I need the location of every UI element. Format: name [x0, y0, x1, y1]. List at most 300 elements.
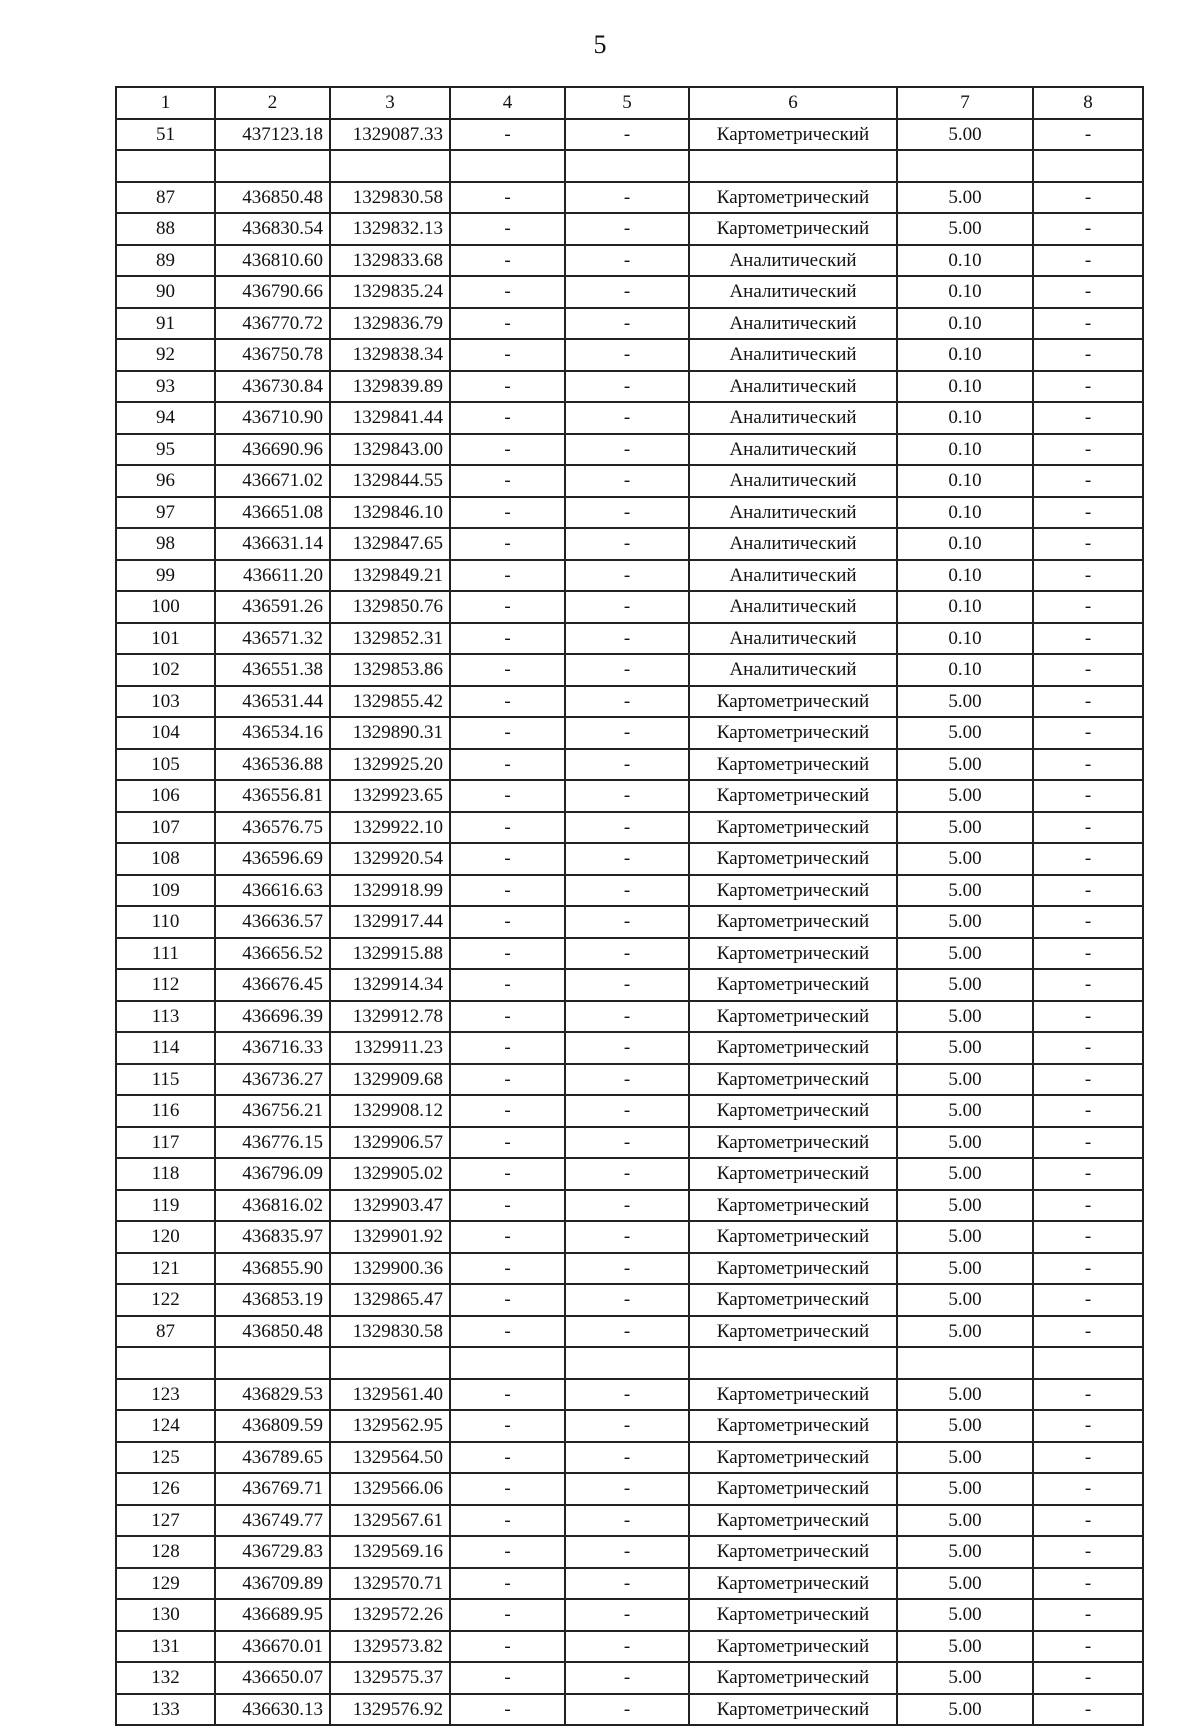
- table-cell: 0.10: [897, 591, 1033, 623]
- table-cell: -: [450, 213, 565, 245]
- table-cell: 1329087.33: [330, 119, 450, 151]
- table-cell: 0.10: [897, 497, 1033, 529]
- table-row: [116, 1253, 1143, 1285]
- table-cell: 436670.01: [215, 1631, 330, 1663]
- table-cell: 5.00: [897, 1253, 1033, 1285]
- table-cell: -: [1033, 182, 1143, 214]
- table-cell: -: [450, 276, 565, 308]
- table-cell: Картометрический: [689, 969, 897, 1001]
- table-cell: -: [565, 1662, 689, 1694]
- table-cell: 436571.32: [215, 623, 330, 655]
- column-header: 1: [116, 87, 215, 119]
- table-cell: -: [450, 623, 565, 655]
- table-cell: -: [565, 1536, 689, 1568]
- table-cell: 1329567.61: [330, 1505, 450, 1537]
- table-cell: 1329573.82: [330, 1631, 450, 1663]
- table-cell: Картометрический: [689, 749, 897, 781]
- table-cell: Картометрический: [689, 1095, 897, 1127]
- table-cell: -: [565, 1001, 689, 1033]
- table-cell: 1329833.68: [330, 245, 450, 277]
- table-row: [116, 1568, 1143, 1600]
- table-row: [116, 213, 1143, 245]
- table-cell: 130: [116, 1599, 215, 1631]
- table-cell: 116: [116, 1095, 215, 1127]
- table-row: [116, 150, 1143, 182]
- table-cell: 5.00: [897, 1379, 1033, 1411]
- table-cell: -: [1033, 686, 1143, 718]
- table-cell: [116, 150, 215, 182]
- table-cell: 123: [116, 1379, 215, 1411]
- table-cell: Картометрический: [689, 1410, 897, 1442]
- table-cell: 436596.69: [215, 843, 330, 875]
- table-cell: Картометрический: [689, 1253, 897, 1285]
- table-cell: -: [450, 119, 565, 151]
- table-cell: 125: [116, 1442, 215, 1474]
- table-cell: -: [565, 1599, 689, 1631]
- table-cell: Аналитический: [689, 497, 897, 529]
- table-cell: 5.00: [897, 1064, 1033, 1096]
- table-cell: Картометрический: [689, 812, 897, 844]
- table-cell: -: [450, 497, 565, 529]
- table-cell: Картометрический: [689, 717, 897, 749]
- table-cell: -: [1033, 812, 1143, 844]
- table-cell: 1329923.65: [330, 780, 450, 812]
- coordinates-table: [115, 86, 1144, 1726]
- table-cell: 1329830.58: [330, 182, 450, 214]
- table-cell: 121: [116, 1253, 215, 1285]
- table-cell: 107: [116, 812, 215, 844]
- column-header: 5: [565, 87, 689, 119]
- table-cell: [330, 150, 450, 182]
- table-row: [116, 1473, 1143, 1505]
- table-cell: 87: [116, 182, 215, 214]
- table-cell: 0.10: [897, 339, 1033, 371]
- table-row: [116, 1032, 1143, 1064]
- table-cell: -: [565, 119, 689, 151]
- table-cell: -: [450, 875, 565, 907]
- table-cell: -: [450, 1158, 565, 1190]
- table-cell: -: [565, 843, 689, 875]
- table-cell: 5.00: [897, 1410, 1033, 1442]
- table-cell: 101: [116, 623, 215, 655]
- table-cell: -: [565, 717, 689, 749]
- table-cell: -: [1033, 938, 1143, 970]
- table-cell: 436696.39: [215, 1001, 330, 1033]
- table-cell: 5.00: [897, 1662, 1033, 1694]
- table-cell: 5.00: [897, 1158, 1033, 1190]
- table-cell: Аналитический: [689, 623, 897, 655]
- table-cell: 1329905.02: [330, 1158, 450, 1190]
- table-cell: 437123.18: [215, 119, 330, 151]
- table-cell: 5.00: [897, 1568, 1033, 1600]
- table-cell: Картометрический: [689, 1001, 897, 1033]
- table-cell: 436650.07: [215, 1662, 330, 1694]
- table-cell: 1329914.34: [330, 969, 450, 1001]
- table-cell: 133: [116, 1694, 215, 1726]
- table-cell: 5.00: [897, 938, 1033, 970]
- table-cell: [689, 150, 897, 182]
- table-cell: 436830.54: [215, 213, 330, 245]
- table-cell: 120: [116, 1221, 215, 1253]
- table-cell: 112: [116, 969, 215, 1001]
- table-cell: 5.00: [897, 1001, 1033, 1033]
- table-cell: -: [1033, 1158, 1143, 1190]
- table-cell: 5.00: [897, 1284, 1033, 1316]
- table-cell: -: [450, 339, 565, 371]
- table-cell: 1329890.31: [330, 717, 450, 749]
- table-cell: 1329922.10: [330, 812, 450, 844]
- table-cell: 0.10: [897, 654, 1033, 686]
- table-cell: -: [565, 371, 689, 403]
- table-row: [116, 717, 1143, 749]
- table-cell: 5.00: [897, 812, 1033, 844]
- table-cell: 132: [116, 1662, 215, 1694]
- table-cell: 1329838.34: [330, 339, 450, 371]
- table-cell: Картометрический: [689, 1127, 897, 1159]
- table-cell: 1329918.99: [330, 875, 450, 907]
- table-cell: -: [1033, 1442, 1143, 1474]
- table-cell: 1329575.37: [330, 1662, 450, 1694]
- table-cell: -: [1033, 717, 1143, 749]
- column-header: 2: [215, 87, 330, 119]
- table-row: [116, 434, 1143, 466]
- table-cell: 436709.89: [215, 1568, 330, 1600]
- table-cell: Картометрический: [689, 1379, 897, 1411]
- table-cell: 1329855.42: [330, 686, 450, 718]
- table-row: [116, 1662, 1143, 1694]
- table-cell: -: [450, 182, 565, 214]
- table-cell: 436769.71: [215, 1473, 330, 1505]
- table-cell: -: [565, 906, 689, 938]
- table-cell: [116, 1347, 215, 1379]
- table-cell: 114: [116, 1032, 215, 1064]
- table-cell: 89: [116, 245, 215, 277]
- table-cell: -: [1033, 434, 1143, 466]
- table-cell: 0.10: [897, 402, 1033, 434]
- table-cell: -: [1033, 339, 1143, 371]
- table-cell: [215, 1347, 330, 1379]
- table-cell: -: [565, 402, 689, 434]
- table-cell: [215, 150, 330, 182]
- column-header: 4: [450, 87, 565, 119]
- table-cell: -: [565, 749, 689, 781]
- table-cell: 436534.16: [215, 717, 330, 749]
- table-cell: -: [565, 1631, 689, 1663]
- table-cell: -: [565, 1158, 689, 1190]
- table-row: [116, 843, 1143, 875]
- table-cell: Аналитический: [689, 560, 897, 592]
- table-cell: 90: [116, 276, 215, 308]
- table-cell: -: [565, 528, 689, 560]
- table-cell: Картометрический: [689, 938, 897, 970]
- table-cell: -: [1033, 623, 1143, 655]
- table-cell: 1329835.24: [330, 276, 450, 308]
- table-cell: 1329841.44: [330, 402, 450, 434]
- table-cell: -: [1033, 119, 1143, 151]
- table-cell: 436835.97: [215, 1221, 330, 1253]
- table-row: [116, 1631, 1143, 1663]
- table-cell: -: [450, 1253, 565, 1285]
- table-cell: Картометрический: [689, 213, 897, 245]
- table-cell: -: [1033, 1505, 1143, 1537]
- table-cell: 436656.52: [215, 938, 330, 970]
- table-row: [116, 812, 1143, 844]
- table-cell: 1329909.68: [330, 1064, 450, 1096]
- table-cell: -: [1033, 465, 1143, 497]
- table-cell: -: [1033, 1568, 1143, 1600]
- table-cell: 436809.59: [215, 1410, 330, 1442]
- table-cell: [565, 1347, 689, 1379]
- table-cell: 118: [116, 1158, 215, 1190]
- table-body: [116, 87, 1143, 1725]
- table-cell: -: [1033, 749, 1143, 781]
- table-cell: 436750.78: [215, 339, 330, 371]
- table-cell: -: [1033, 1631, 1143, 1663]
- table-cell: -: [565, 1127, 689, 1159]
- table-cell: [897, 1347, 1033, 1379]
- table-cell: 436756.21: [215, 1095, 330, 1127]
- table-cell: -: [565, 1284, 689, 1316]
- table-cell: -: [1033, 1253, 1143, 1285]
- table-row: [116, 1221, 1143, 1253]
- table-cell: -: [565, 780, 689, 812]
- table-cell: -: [450, 1379, 565, 1411]
- table-cell: 436636.57: [215, 906, 330, 938]
- table-row: [116, 1536, 1143, 1568]
- table-cell: 436829.53: [215, 1379, 330, 1411]
- table-cell: 51: [116, 119, 215, 151]
- table-cell: -: [450, 1127, 565, 1159]
- table-cell: -: [450, 1410, 565, 1442]
- table-cell: -: [565, 1505, 689, 1537]
- table-cell: 436536.88: [215, 749, 330, 781]
- table-cell: 1329569.16: [330, 1536, 450, 1568]
- table-cell: Картометрический: [689, 1473, 897, 1505]
- table-cell: 1329911.23: [330, 1032, 450, 1064]
- table-cell: -: [450, 245, 565, 277]
- table-cell: 436531.44: [215, 686, 330, 718]
- table-cell: 436749.77: [215, 1505, 330, 1537]
- table-cell: Аналитический: [689, 308, 897, 340]
- table-cell: -: [450, 1284, 565, 1316]
- table-row: [116, 1190, 1143, 1222]
- table-cell: -: [1033, 560, 1143, 592]
- table-cell: Аналитический: [689, 276, 897, 308]
- table-cell: -: [1033, 1473, 1143, 1505]
- table-cell: -: [565, 969, 689, 1001]
- table-cell: 97: [116, 497, 215, 529]
- table-cell: -: [565, 938, 689, 970]
- table-cell: -: [565, 465, 689, 497]
- table-cell: -: [450, 938, 565, 970]
- table-row: [116, 1316, 1143, 1348]
- table-cell: -: [565, 213, 689, 245]
- table-cell: Картометрический: [689, 1190, 897, 1222]
- table-cell: 1329566.06: [330, 1473, 450, 1505]
- table-cell: 102: [116, 654, 215, 686]
- table-cell: Аналитический: [689, 654, 897, 686]
- table-cell: 1329901.92: [330, 1221, 450, 1253]
- table-cell: Аналитический: [689, 465, 897, 497]
- table-cell: Картометрический: [689, 1064, 897, 1096]
- table-row: [116, 749, 1143, 781]
- table-cell: -: [450, 434, 565, 466]
- table-row: [116, 339, 1143, 371]
- table-cell: 5.00: [897, 875, 1033, 907]
- table-cell: -: [565, 812, 689, 844]
- table-cell: 436630.13: [215, 1694, 330, 1726]
- table-cell: 1329853.86: [330, 654, 450, 686]
- table-cell: -: [450, 1190, 565, 1222]
- table-cell: Картометрический: [689, 1631, 897, 1663]
- table-cell: -: [1033, 1221, 1143, 1253]
- table-cell: -: [1033, 1410, 1143, 1442]
- table-cell: 5.00: [897, 749, 1033, 781]
- table-cell: -: [565, 1568, 689, 1600]
- table-cell: 5.00: [897, 1095, 1033, 1127]
- table-cell: Картометрический: [689, 1221, 897, 1253]
- table-cell: -: [1033, 875, 1143, 907]
- table-cell: -: [450, 969, 565, 1001]
- table-row: [116, 528, 1143, 560]
- table-cell: -: [450, 1442, 565, 1474]
- table-cell: 0.10: [897, 465, 1033, 497]
- table-cell: 436591.26: [215, 591, 330, 623]
- table-cell: Картометрический: [689, 875, 897, 907]
- table-row: [116, 938, 1143, 970]
- table-row: [116, 1505, 1143, 1537]
- table-header-row: [116, 87, 1143, 119]
- table-cell: -: [450, 308, 565, 340]
- table-cell: 1329830.58: [330, 1316, 450, 1348]
- table-cell: 94: [116, 402, 215, 434]
- table-cell: [450, 150, 565, 182]
- table-cell: 87: [116, 1316, 215, 1348]
- table-cell: -: [450, 1095, 565, 1127]
- table-cell: -: [565, 1442, 689, 1474]
- table-cell: 436576.75: [215, 812, 330, 844]
- table-cell: 5.00: [897, 1631, 1033, 1663]
- table-cell: -: [1033, 245, 1143, 277]
- table-cell: -: [1033, 213, 1143, 245]
- table-cell: 0.10: [897, 308, 1033, 340]
- table-cell: 1329920.54: [330, 843, 450, 875]
- table-cell: -: [1033, 308, 1143, 340]
- table-cell: -: [565, 1190, 689, 1222]
- table-cell: -: [565, 245, 689, 277]
- table-cell: -: [450, 591, 565, 623]
- table-cell: 127: [116, 1505, 215, 1537]
- table-cell: 1329917.44: [330, 906, 450, 938]
- column-header: 8: [1033, 87, 1143, 119]
- table-cell: 5.00: [897, 686, 1033, 718]
- table-cell: -: [565, 654, 689, 686]
- table-cell: -: [450, 402, 565, 434]
- table-cell: -: [450, 1221, 565, 1253]
- table-cell: Картометрический: [689, 1316, 897, 1348]
- table-cell: -: [565, 1410, 689, 1442]
- table-cell: 436631.14: [215, 528, 330, 560]
- table-cell: 109: [116, 875, 215, 907]
- table-cell: 0.10: [897, 434, 1033, 466]
- table-cell: 5.00: [897, 1536, 1033, 1568]
- table-cell: 5.00: [897, 843, 1033, 875]
- table-cell: -: [1033, 1284, 1143, 1316]
- table-cell: 115: [116, 1064, 215, 1096]
- table-cell: 436850.48: [215, 1316, 330, 1348]
- table-row: [116, 1127, 1143, 1159]
- table-cell: 5.00: [897, 213, 1033, 245]
- table-cell: 436611.20: [215, 560, 330, 592]
- table-cell: -: [450, 1032, 565, 1064]
- table-cell: 436730.84: [215, 371, 330, 403]
- table-cell: -: [565, 560, 689, 592]
- table-cell: 126: [116, 1473, 215, 1505]
- table-cell: -: [1033, 1662, 1143, 1694]
- table-cell: 436651.08: [215, 497, 330, 529]
- table-cell: [897, 150, 1033, 182]
- table-cell: 436736.27: [215, 1064, 330, 1096]
- table-cell: -: [1033, 1001, 1143, 1033]
- table-cell: -: [565, 1316, 689, 1348]
- table-cell: -: [1033, 591, 1143, 623]
- table-cell: 436671.02: [215, 465, 330, 497]
- table-cell: 5.00: [897, 182, 1033, 214]
- table-cell: -: [450, 654, 565, 686]
- table-cell: -: [450, 371, 565, 403]
- table-row: [116, 1599, 1143, 1631]
- table-cell: -: [450, 1568, 565, 1600]
- table-row: [116, 1410, 1143, 1442]
- table-cell: [1033, 150, 1143, 182]
- table-cell: 122: [116, 1284, 215, 1316]
- table-row: [116, 1095, 1143, 1127]
- table-cell: 119: [116, 1190, 215, 1222]
- table-cell: 436729.83: [215, 1536, 330, 1568]
- table-cell: Картометрический: [689, 1599, 897, 1631]
- table-cell: 436551.38: [215, 654, 330, 686]
- table-cell: -: [450, 1599, 565, 1631]
- table-cell: 1329925.20: [330, 749, 450, 781]
- table-cell: 436770.72: [215, 308, 330, 340]
- table-cell: -: [450, 1001, 565, 1033]
- table-cell: 0.10: [897, 623, 1033, 655]
- table-cell: -: [1033, 1127, 1143, 1159]
- table-cell: -: [565, 591, 689, 623]
- table-row: [116, 497, 1143, 529]
- table-row: [116, 1064, 1143, 1096]
- table-cell: 1329847.65: [330, 528, 450, 560]
- table-cell: -: [565, 1032, 689, 1064]
- table-cell: -: [1033, 1190, 1143, 1222]
- table-cell: 5.00: [897, 1190, 1033, 1222]
- table-cell: 5.00: [897, 1694, 1033, 1726]
- table-cell: -: [450, 1064, 565, 1096]
- table-row: [116, 1284, 1143, 1316]
- table-cell: -: [565, 434, 689, 466]
- table-cell: 436716.33: [215, 1032, 330, 1064]
- table-cell: -: [450, 906, 565, 938]
- table-cell: 436855.90: [215, 1253, 330, 1285]
- table-cell: Аналитический: [689, 371, 897, 403]
- table-cell: 117: [116, 1127, 215, 1159]
- table-cell: 436796.09: [215, 1158, 330, 1190]
- table-cell: -: [565, 308, 689, 340]
- table-cell: -: [450, 1631, 565, 1663]
- table-cell: [1033, 1347, 1143, 1379]
- table-cell: 113: [116, 1001, 215, 1033]
- table-cell: [450, 1347, 565, 1379]
